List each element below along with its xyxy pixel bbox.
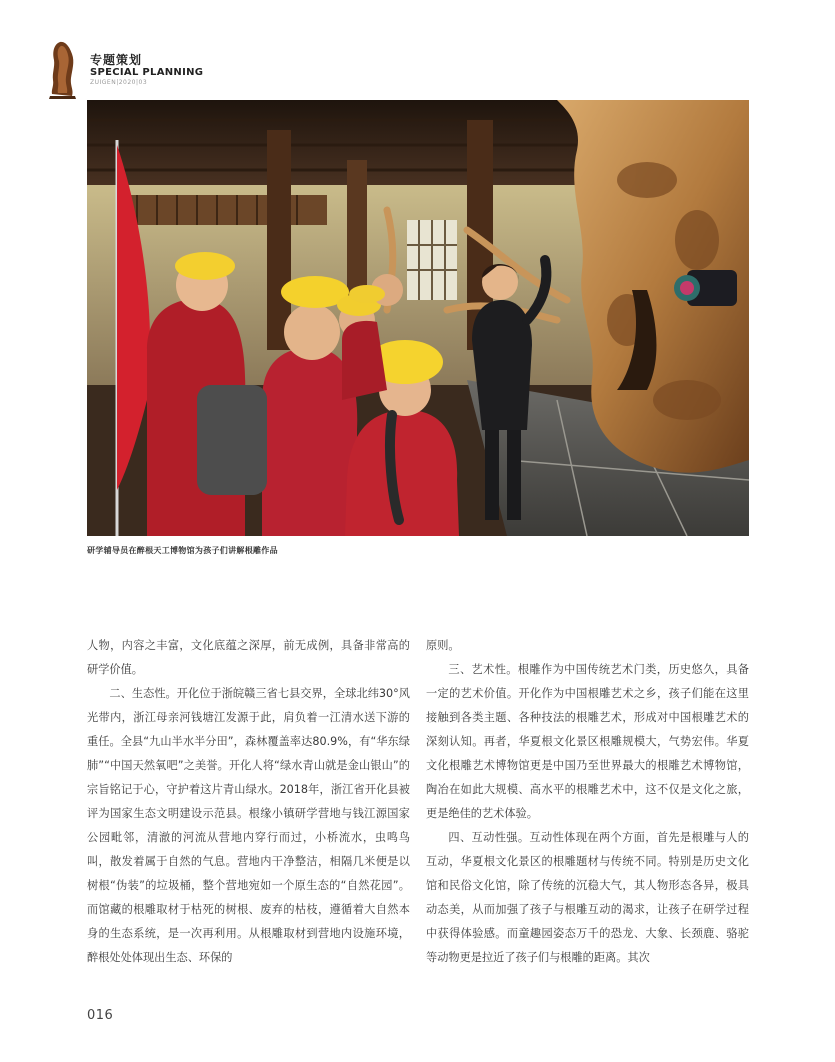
section-title-en: SPECIAL PLANNING [90, 67, 204, 78]
header-text [90, 54, 203, 87]
right-text-column [426, 634, 749, 970]
page-number: 016 [87, 1008, 114, 1023]
left-text-column [87, 634, 410, 970]
paragraph: 原则。 [426, 639, 460, 652]
students-museum-photo [87, 100, 749, 536]
paragraph: 人物，内容之丰富，文化底蕴之深厚，前无成例，具备非常高的研学价值。 [87, 639, 410, 676]
paragraph: 三、艺术性。根雕作为中国传统艺术门类，历史悠久，具备一定的艺术价值。开化作为中国根雕艺术之乡，孩子们能在这里接触到各类主题、各种技法的根雕艺术，形成对中国根雕艺术的深刻认知。再者，华夏根文化景区根雕规模大，气势宏伟。华夏文化根雕艺术博物馆更是中国乃至世界最大的根雕艺术博物馆，陶冶在如此大规模、高水平的根雕艺术中，这不仅是文化之旅，更是绝佳的艺术体验。 [426, 663, 749, 820]
root-carving-logo-icon [48, 40, 78, 100]
paragraph: 二、生态性。开化位于浙皖赣三省七县交界，全球北纬30°风光带内，浙江母亲河钱塘江发源于此，肩负着一江清水送下游的重任。全县“九山半水半分田”，森林覆盖率达80.9%，有“华东绿肺”“中国天然氧吧”之美誉。开化人将“绿水青山就是金山银山”的宗旨铭记于心，守护着这片青山绿水。2018年，浙江省开化县被评为国家生态文明建设示范县。根缘小镇研学营地与钱江源国家公园毗邻，清澈的河流从营地内穿行而过，小桥流水，虫鸣鸟叫，散发着属于自然的气息。营地内干净整洁，相隔几米便是以树根“伪装”的垃圾桶，整个营地宛如一个原生态的“自然花园”。而馆藏的根雕取材于枯死的树根、废弃的枯枝，遵循着大自然本身的生态系统，是一次再利用。从根雕取材到营地内设施环境，醉根处处体现出生态、环保的 [87, 687, 410, 964]
photo-caption: 研学辅导员在醉根天工博物馆为孩子们讲解根雕作品 [87, 546, 278, 555]
issue-label: ZUIGEN|2020|03 [90, 79, 148, 86]
page-header [48, 40, 348, 102]
paragraph: 四、互动性强。互动性体现在两个方面，首先是根雕与人的互动，华夏根文化景区的根雕题材与传统不同。特别是历史文化馆和民俗文化馆，除了传统的沉稳大气，其人物形态各异，极具动态美，从而加强了孩子与根雕互动的渴求，让孩子在研学过程中获得体验感。而童趣园姿态万千的恐龙、大象、长颈鹿、骆驼等动物更是拉近了孩子们与根雕的距离。其次 [426, 831, 749, 964]
section-title-cn: 专题策划 [90, 53, 143, 67]
